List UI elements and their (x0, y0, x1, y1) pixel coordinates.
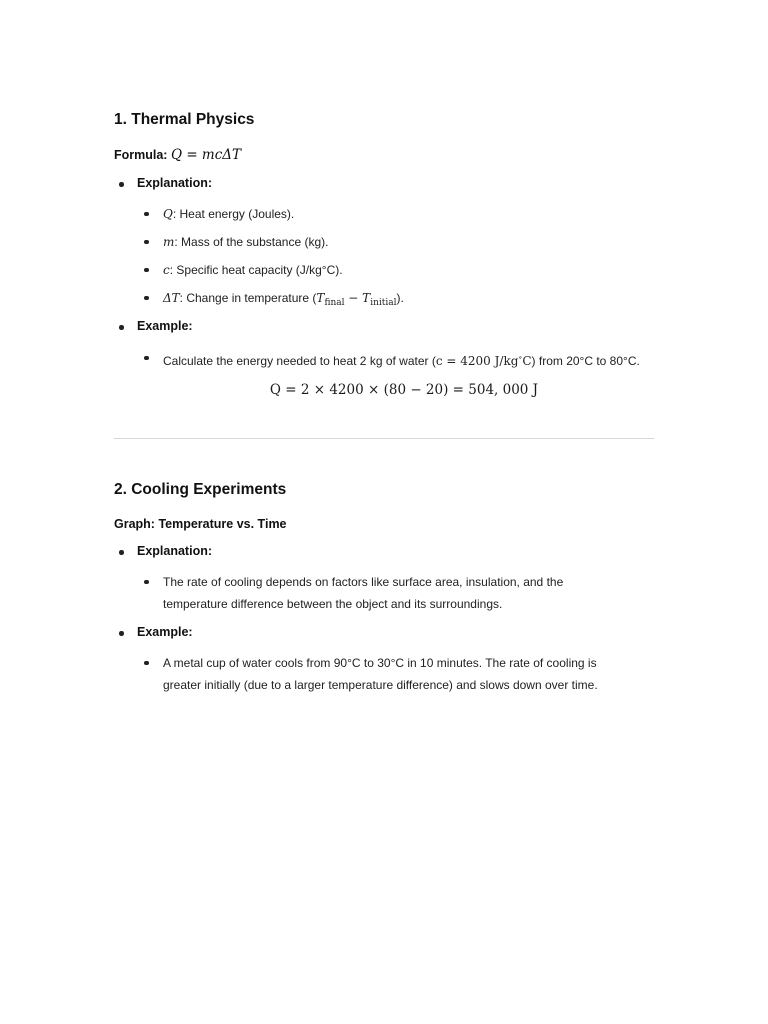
example-math: c = 4200 J/kg (435, 354, 519, 368)
formula-label: Formula: (114, 148, 168, 162)
explanation-item-delta-t-prefix: : Change in temperature ( (179, 291, 317, 305)
cooling-explanation-list (114, 544, 654, 558)
explanation-items (139, 203, 654, 314)
explanation-label: Explanation: (137, 176, 213, 190)
t-initial-subscript: initial (370, 298, 397, 308)
formula-math: Q = mcΔT (170, 147, 242, 163)
degree-superscript: ∘ (518, 353, 523, 362)
cooling-example-items (139, 652, 629, 696)
example-text-prefix: Calculate the energy needed to heat 2 kg of water ( (163, 354, 436, 368)
graph-label: Graph: Temperature vs. Time (114, 517, 287, 531)
explanation-item-delta-t-suffix: ). (396, 291, 404, 305)
explanation-item-q (139, 203, 654, 225)
example-item (139, 347, 654, 372)
section-heading-cooling-experiments: 2. Cooling Experiments (114, 481, 287, 498)
symbol-t-final: T (316, 291, 325, 305)
example-math-unit: C (522, 354, 532, 368)
section-heading-thermal-physics: 1. Thermal Physics (114, 111, 255, 128)
formula-line (114, 147, 241, 163)
example-bullet (114, 319, 654, 333)
symbol-t-initial: T (362, 291, 371, 305)
explanation-bullet (114, 176, 654, 190)
example-list (114, 319, 654, 333)
example-items (139, 347, 654, 372)
explanation-item-delta-t (139, 287, 654, 314)
example-label: Example: (137, 319, 193, 333)
symbol-m: m (163, 235, 175, 249)
cooling-explanation-item: The rate of cooling depends on factors like surface area, insulation, and the temperature difference between the object and its surroundings. (139, 571, 629, 615)
explanation-item-c (139, 259, 654, 281)
cooling-example-label: Example: (137, 625, 193, 639)
explanation-item-m-text: : Mass of the substance (kg). (174, 235, 329, 249)
cooling-explanation-label: Explanation: (137, 544, 213, 558)
example-text-suffix: ) from 20°C to 80°C. (531, 354, 640, 368)
symbol-q: Q (163, 207, 173, 221)
symbol-c: c (163, 263, 170, 277)
section-divider (114, 438, 654, 439)
cooling-example-list (114, 625, 654, 639)
cooling-example-item: A metal cup of water cools from 90°C to 30°C in 10 minutes. The rate of cooling is greater initially (due to a larger temperature difference) and slows down over time. (139, 652, 629, 696)
explanation-item-c-text: : Specific heat capacity (J/kg°C). (169, 263, 343, 277)
t-final-subscript: final (324, 298, 345, 308)
cooling-explanation-bullet (114, 544, 654, 558)
cooling-explanation-items (139, 571, 629, 615)
display-equation: Q = 2 × 4200 × (80 − 20) = 504, 000 J (269, 382, 539, 398)
explanation-list (114, 176, 654, 190)
minus-sign: − (344, 291, 363, 305)
cooling-example-bullet (114, 625, 654, 639)
symbol-delta-t: ΔT (163, 291, 180, 305)
explanation-item-q-text: : Heat energy (Joules). (172, 207, 295, 221)
explanation-item-m (139, 231, 654, 253)
